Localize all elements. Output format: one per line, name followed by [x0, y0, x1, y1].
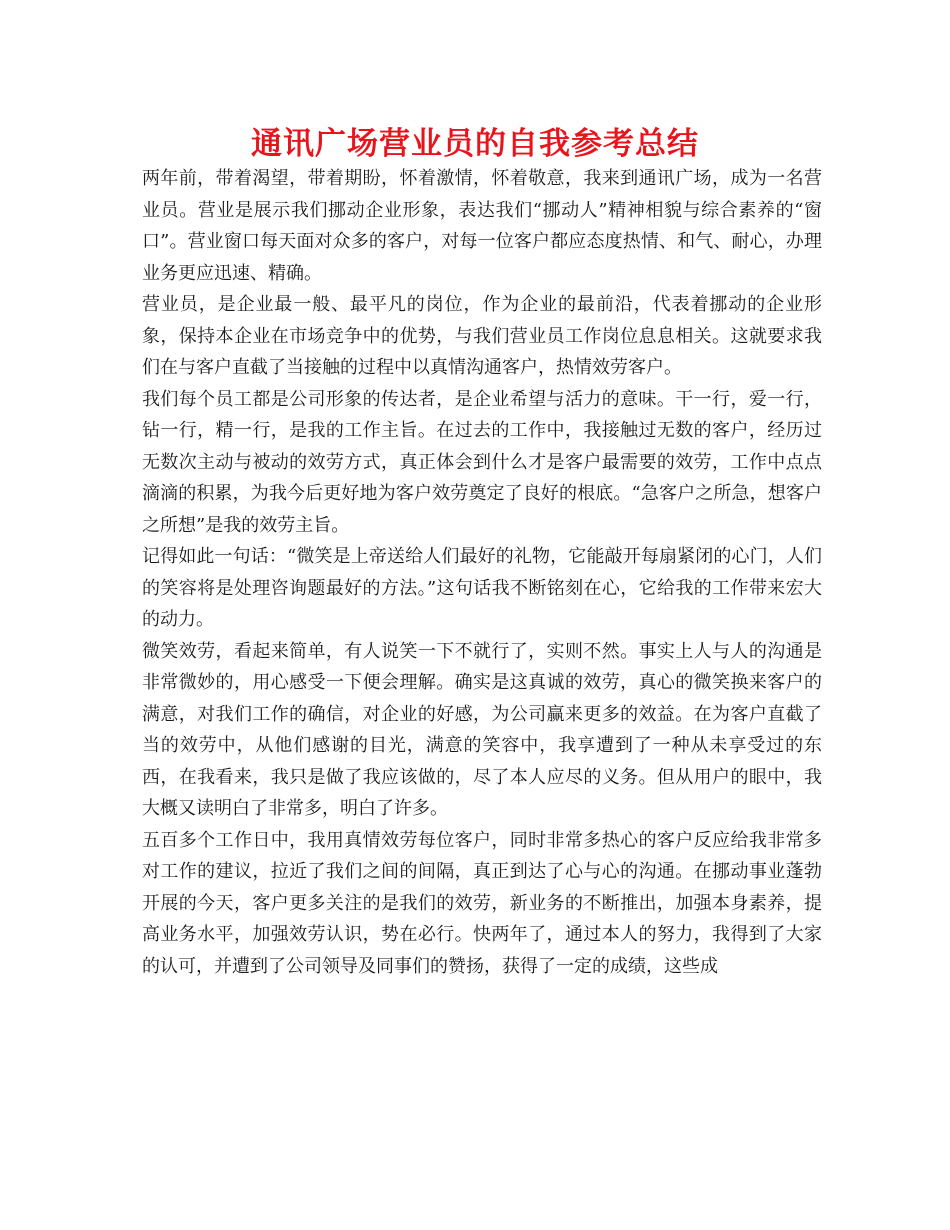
paragraph-4: 记得如此一句话：“微笑是上帝送给人们最好的礼物，它能敲开每扇紧闭的心门，人们的笑容将是处理咨询题最好的方法。”这句话我不断铭刻在心，它给我的工作带来宏大的动力。: [142, 546, 822, 630]
paragraph-5: 微笑效劳，看起来简单，有人说笑一下不就行了，实则不然。事实上人与人的沟通是非常微妙的，用心感受一下便会理解。确实是这真诚的效劳，真心的微笑换来客户的满意，对我们工作的确信，对企业的好感，为公司赢来更多的效益。在为客户直截了当的效劳中，从他们感谢的目光，满意的笑容中，我享遭到了一种从未享受过的东西，在我看来，我只是做了我应该做的，尽了本人应尽的义务。但从用户的眼中，我大概又读明白了非常多，明白了许多。: [142, 640, 822, 819]
paragraph-6: 五百多个工作日中，我用真情效劳每位客户，同时非常多热心的客户反应给我非常多对工作的建议，拉近了我们之间的间隔，真正到达了心与心的沟通。在挪动事业蓬勃开展的今天，客户更多关注的是我们的效劳，新业务的不断推出，加强本身素养，提高业务水平，加强效劳认识，势在必行。快两年了，通过本人的努力，我得到了大家的认可，并遭到了公司领导及同事们的赞扬，获得了一定的成绩，这些成: [142, 829, 822, 977]
paragraph-1: 两年前，带着渴望，带着期盼，怀着激情，怀着敬意，我来到通讯广场，成为一名营业员。营业是展示我们挪动企业形象，表达我们“挪动人”精神相貌与综合素养的“窗口”。营业窗口每天面对众多的客户，对每一位客户都应态度热情、和气、耐心，办理业务更应迅速、精确。: [142, 168, 822, 284]
paragraph-2: 营业员，是企业最一般、最平凡的岗位，作为企业的最前沿，代表着挪动的企业形象，保持本企业在市场竞争中的优势，与我们营业员工作岗位息息相关。这就要求我们在与客户直截了当接触的过程中以真情沟通客户，热情效劳客户。: [142, 294, 822, 378]
document-body: [142, 163, 822, 982]
document-title: 通讯广场营业员的自我参考总结: [251, 126, 699, 162]
paragraph-3: 我们每个员工都是公司形象的传达者，是企业希望与活力的意味。干一行，爱一行，钻一行，精一行，是我的工作主旨。在过去的工作中，我接触过无数的客户，经历过无数次主动与被动的效劳方式，真正体会到什么才是客户最需要的效劳，工作中点点滴滴的积累，为我今后更好地为客户效劳奠定了良好的根底。“急客户之所急，想客户之所想”是我的效劳主旨。: [142, 388, 822, 536]
